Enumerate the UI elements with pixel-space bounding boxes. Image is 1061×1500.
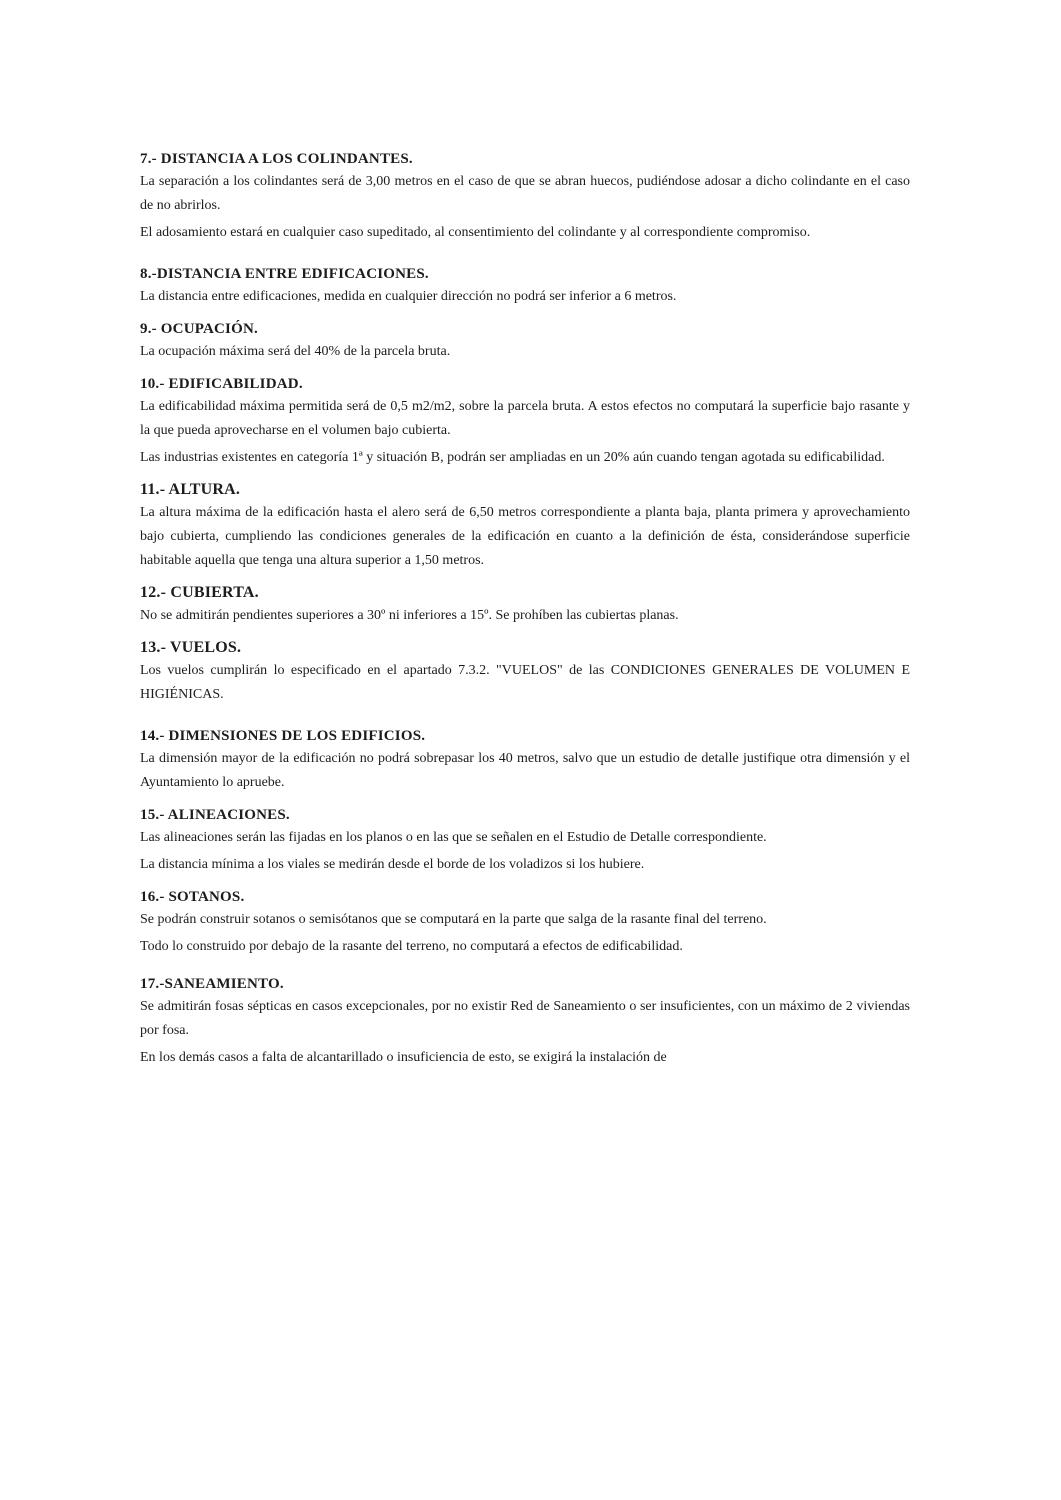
section-heading: 15.- ALINEACIONES. bbox=[140, 807, 290, 823]
section-16 bbox=[140, 886, 910, 959]
section-heading: 13.- VUELOS. bbox=[140, 639, 242, 656]
section-heading: 10.- EDIFICABILIDAD. bbox=[140, 376, 303, 392]
section-heading: 9.- OCUPACIÓN. bbox=[140, 321, 258, 337]
section-heading: 12.- CUBIERTA. bbox=[140, 584, 259, 601]
section-17 bbox=[140, 973, 910, 1070]
section-heading: 14.- DIMENSIONES DE LOS EDIFICIOS. bbox=[140, 728, 426, 744]
section-14 bbox=[140, 725, 910, 795]
document-page bbox=[140, 148, 910, 1070]
section-12 bbox=[140, 582, 910, 628]
section-15 bbox=[140, 804, 910, 877]
section-paragraph: Los vuelos cumplirán lo especificado en el apartado 7.3.2. "VUELOS" de las CONDICIONES GENERALES DE VOLUMEN E HIGIÉNICAS. bbox=[140, 663, 910, 702]
section-13 bbox=[140, 637, 910, 707]
section-paragraph: La altura máxima de la edificación hasta el alero será de 6,50 metros correspondiente a planta baja, planta primera y aprovechamiento bajo cubierta, cumpliendo las condiciones generales de la edificación en cuanto a la definición de ésta, considerándose superficie habitable aquella que tenga una altura superior a 1,50 metros. bbox=[140, 505, 910, 568]
section-heading: 8.-DISTANCIA ENTRE EDIFICACIONES. bbox=[140, 266, 429, 282]
section-paragraph: El adosamiento estará en cualquier caso supeditado, al consentimiento del colindante y al correspondiente compromiso. bbox=[140, 225, 811, 240]
section-paragraph: La dimensión mayor de la edificación no podrá sobrepasar los 40 metros, salvo que un estudio de detalle justifique otra dimensión y el Ayuntamiento lo apruebe. bbox=[140, 751, 910, 790]
section-8 bbox=[140, 263, 910, 309]
section-paragraph: La distancia entre edificaciones, medida en cualquier dirección no podrá ser inferior a 6 metros. bbox=[140, 289, 677, 304]
section-paragraph: Se admitirán fosas sépticas en casos excepcionales, por no existir Red de Saneamiento o ser insuficientes, con un máximo de 2 viviendas por fosa. bbox=[140, 999, 910, 1038]
section-10 bbox=[140, 373, 910, 470]
section-9 bbox=[140, 318, 910, 364]
section-paragraph: Las industrias existentes en categoría 1ª y situación B, podrán ser ampliadas en un 20% aún cuando tengan agotada su edificabilidad. bbox=[140, 450, 885, 465]
section-heading: 11.- ALTURA. bbox=[140, 481, 241, 498]
section-paragraph: La edificabilidad máxima permitida será de 0,5 m2/m2, sobre la parcela bruta. A estos efectos no computará la superficie bajo rasante y la que pueda aprovecharse en el volumen bajo cubierta. bbox=[140, 399, 910, 438]
section-paragraph: La ocupación máxima será del 40% de la parcela bruta. bbox=[140, 344, 451, 359]
section-heading: 17.-SANEAMIENTO. bbox=[140, 976, 284, 992]
section-paragraph: Todo lo construido por debajo de la rasante del terreno, no computará a efectos de edificabilidad. bbox=[140, 939, 683, 954]
section-paragraph: Las alineaciones serán las fijadas en los planos o en las que se señalen en el Estudio de Detalle correspondiente. bbox=[140, 830, 767, 845]
section-paragraph: En los demás casos a falta de alcantarillado o insuficiencia de esto, se exigirá la instalación de bbox=[140, 1050, 667, 1065]
section-paragraph: La separación a los colindantes será de 3,00 metros en el caso de que se abran huecos, pudiéndose adosar a dicho colindante en el caso de no abrirlos. bbox=[140, 174, 910, 213]
section-11 bbox=[140, 479, 910, 573]
section-heading: 16.- SOTANOS. bbox=[140, 889, 245, 905]
section-7 bbox=[140, 148, 910, 245]
section-heading: 7.- DISTANCIA A LOS COLINDANTES. bbox=[140, 151, 413, 167]
section-paragraph: La distancia mínima a los viales se medirán desde el borde de los voladizos si los hubiere. bbox=[140, 857, 645, 872]
section-paragraph: Se podrán construir sotanos o semisótanos que se computará en la parte que salga de la rasante final del terreno. bbox=[140, 912, 767, 927]
section-paragraph: No se admitirán pendientes superiores a 30º ni inferiores a 15º. Se prohíben las cubiertas planas. bbox=[140, 608, 679, 623]
